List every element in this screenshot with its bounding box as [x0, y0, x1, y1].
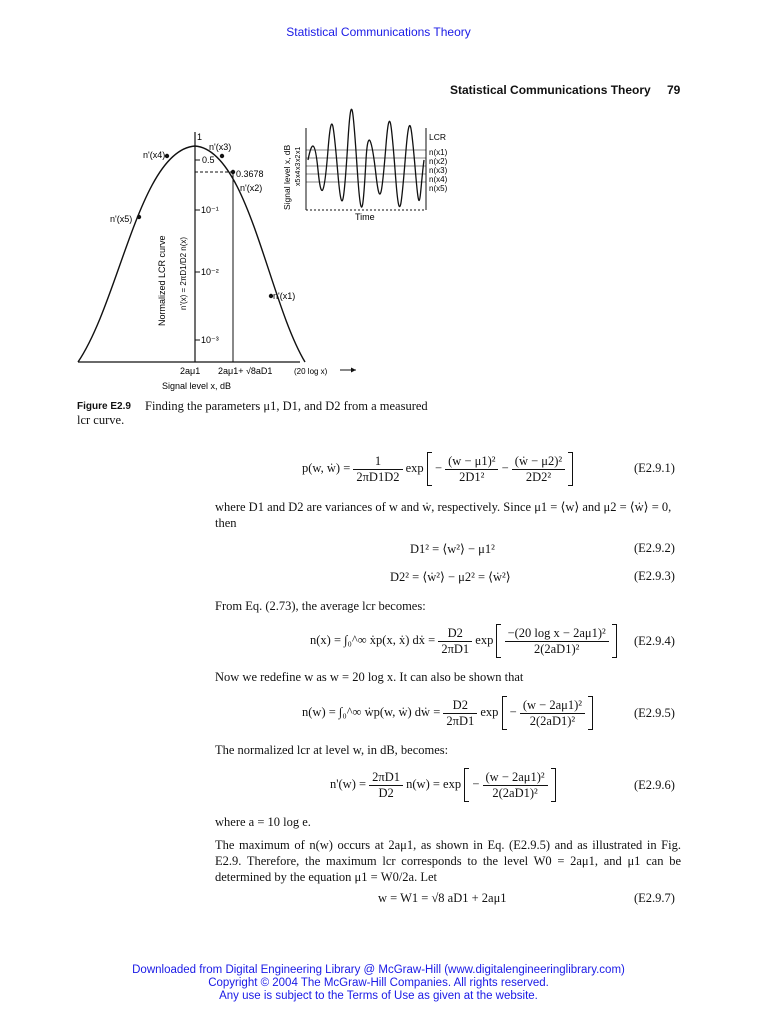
- page-number: 79: [667, 83, 681, 97]
- inset-level-x2: x2: [295, 154, 302, 162]
- inset-lcr-4: n(x4): [429, 175, 448, 184]
- figure-caption-line2: lcr curve.: [77, 413, 125, 427]
- label-nx2: n'(x2): [240, 183, 263, 193]
- x-tick-w1: 2aμ1+ √8aD1: [218, 366, 273, 376]
- eqno-e2-9-1: (E2.9.1): [634, 461, 675, 475]
- lcr-curve: [78, 146, 305, 362]
- x-tick-log: (20 log x): [294, 367, 328, 376]
- y-axis-label: Normalized LCR curve: [157, 235, 167, 326]
- tick-1e-1: 10⁻¹: [201, 205, 219, 215]
- eqno-e2-9-2: (E2.9.2): [634, 541, 675, 555]
- tick-half: 0.5: [202, 155, 215, 165]
- label-nx4: n'(x4): [143, 150, 166, 160]
- point-x2: [231, 170, 235, 174]
- equation-e2-9-5: n(w) = ∫₀^∞ ẇp(w, ẇ) dẇ = $\frac{D2}{2\pi D1}$ exp − $\frac{\text{(w − 2aμ1)²}}{\text{2(2aD1)²}}$: [302, 696, 593, 730]
- equation-e2-9-6: n'(w) = $\frac{2\pi D1}{D2}$ n(w) = exp − $\frac{\text{(w − 2aμ1)²}}{\text{2(2aD1)²}}$: [330, 768, 556, 802]
- inset-level-x3: x3: [295, 162, 302, 170]
- footer-terms[interactable]: Any use is subject to the Terms of Use as given at the website.: [219, 990, 538, 1002]
- tick-1e-3: 10⁻³: [201, 335, 219, 345]
- top-banner: Statistical Communications Theory: [286, 25, 471, 39]
- tick-one: 1: [197, 132, 203, 142]
- inset-lcr-5: n(x5): [429, 184, 448, 193]
- equation-e2-9-3: D2² = ⟨ẇ²⟩ − μ2² = ⟨ẇ²⟩: [390, 570, 511, 584]
- inset-y-label: Signal level x, dB: [282, 144, 292, 210]
- paragraph-maximum: The maximum of n(w) occurs at 2aμ1, as shown in Eq. (E2.9.5) and as illustrated in Fig. E2.9. Therefore, the maximum lcr corresponds to the level W0 = 2aμ1, and μ1 can be determined by the equation μ1 = W0/2a. Let: [215, 838, 681, 884]
- equation-e2-9-1: p(w, ẇ) = $\frac{1}{2\pi D1D2}$ exp − $\frac{\text{(w − μ1)²}}{\text{2D1²}}$ − $\frac{\text{(ẇ − μ2)²}}{\text{2D2²}}$: [302, 452, 573, 486]
- figure-e2-9: [0, 0, 757, 400]
- inset-level-x4: x4: [295, 170, 302, 178]
- y-axis-formula: n'(x) = 2πD1/D2 n(x): [179, 236, 188, 310]
- eqno-e2-9-6: (E2.9.6): [634, 778, 675, 792]
- paragraph-redefine: Now we redefine w as w = 20 log x. It can also be shown that: [215, 670, 524, 684]
- point-x3: [220, 154, 224, 158]
- running-title: Statistical Communications Theory: [450, 83, 651, 97]
- label-nx3: n'(x3): [209, 142, 232, 152]
- eqno-e2-9-4: (E2.9.4): [634, 634, 675, 648]
- x-axis-label: Signal level x, dB: [162, 381, 232, 391]
- label-nx5: n'(x5): [110, 214, 133, 224]
- inset-lcr-header: LCR: [429, 132, 447, 142]
- figure-caption-line1: Finding the parameters μ1, D1, and D2 from a measured: [145, 399, 428, 413]
- figure-label: Figure E2.9: [77, 401, 131, 412]
- x-tick-mu: 2aμ1: [180, 366, 201, 376]
- equation-e2-9-7: w = W1 = √8 aD1 + 2aμ1: [378, 891, 507, 905]
- paragraph-a-definition: where a = 10 log e.: [215, 815, 311, 829]
- eqno-e2-9-5: (E2.9.5): [634, 706, 675, 720]
- footer-copyright: Copyright © 2004 The McGraw-Hill Companies. All rights reserved.: [208, 977, 549, 989]
- tick-e: 0.3678: [236, 169, 264, 179]
- equation-e2-9-4: n(x) = ∫₀^∞ ẋp(x, ẋ) dẋ = $\frac{D2}{2\pi D1}$ exp $\frac{\text{−(20 log x − 2aμ1)²}}{\text{2(2aD1)²}}$: [310, 624, 617, 658]
- eqno-e2-9-3: (E2.9.3): [634, 569, 675, 583]
- label-nx1: n'(x1): [273, 291, 296, 301]
- paragraph-average-lcr: From Eq. (2.73), the average lcr becomes:: [215, 599, 426, 613]
- eqno-e2-9-7: (E2.9.7): [634, 891, 675, 905]
- paragraph-normalized: The normalized lcr at level w, in dB, becomes:: [215, 743, 449, 757]
- inset-time-label: Time: [355, 212, 375, 222]
- point-x4: [165, 154, 169, 158]
- inset-level-x1: x1: [295, 146, 302, 154]
- tick-1e-2: 10⁻²: [201, 267, 219, 277]
- inset-level-x5: x5: [295, 178, 302, 186]
- inset-lcr-3: n(x3): [429, 166, 448, 175]
- paragraph-variances: where D1 and D2 are variances of w and ẇ, respectively. Since μ1 = ⟨w⟩ and μ2 = ⟨ẇ⟩ = 0, then: [215, 500, 672, 530]
- inset-signal-plot: [306, 109, 426, 210]
- footer-download[interactable]: Downloaded from Digital Engineering Library @ McGraw-Hill (www.digitalengineeringlibrary.com): [132, 964, 625, 976]
- inset-lcr-2: n(x2): [429, 157, 448, 166]
- point-x5: [137, 215, 141, 219]
- equation-e2-9-2: D1² = ⟨w²⟩ − μ1²: [410, 542, 495, 556]
- inset-lcr-1: n(x1): [429, 148, 448, 157]
